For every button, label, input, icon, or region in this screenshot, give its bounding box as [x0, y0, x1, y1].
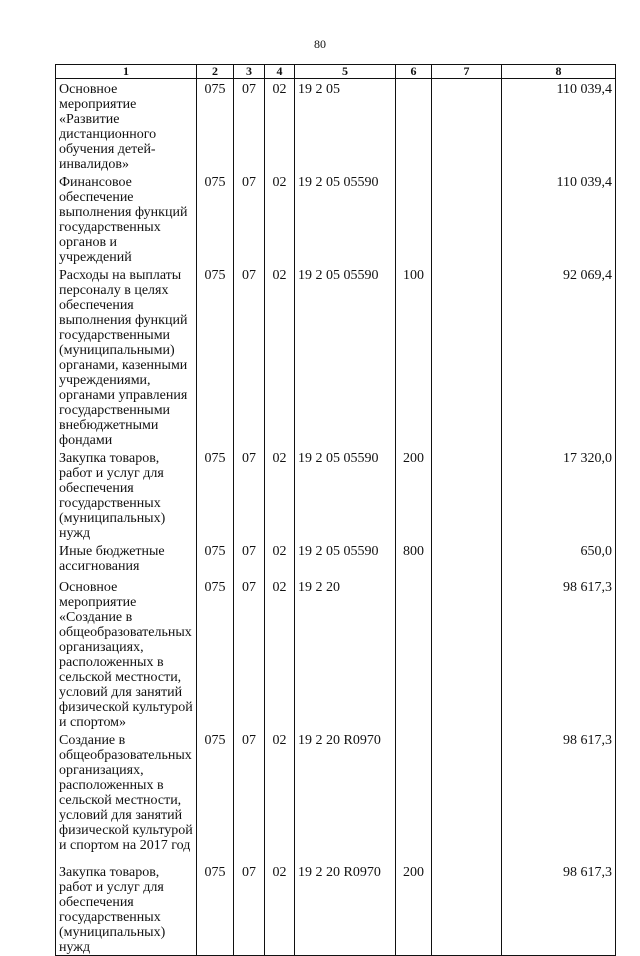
row-amount: 110 039,4: [502, 79, 616, 173]
row-subsection: 02: [265, 79, 295, 173]
row-ministry: 075: [197, 541, 234, 577]
table-row: [56, 862, 616, 956]
row-target-article: 19 2 05 05590: [295, 541, 396, 577]
row-subsection: 02: [265, 730, 295, 862]
table-row: [56, 541, 616, 577]
header-col-5: 5: [295, 65, 396, 79]
row-ministry: 075: [197, 577, 234, 730]
row-amount: 98 617,3: [502, 730, 616, 862]
row-subsection: 02: [265, 265, 295, 448]
table-row: [56, 448, 616, 541]
row-expense-type: [396, 577, 432, 730]
budget-table: [55, 64, 616, 956]
row-expense-type: 200: [396, 448, 432, 541]
row-col-7: [432, 541, 502, 577]
row-section: 07: [234, 172, 265, 265]
header-col-3: 3: [234, 65, 265, 79]
row-amount: 98 617,3: [502, 577, 616, 730]
header-col-2: 2: [197, 65, 234, 79]
row-col-7: [432, 730, 502, 862]
header-col-7: 7: [432, 65, 502, 79]
row-amount: 98 617,3: [502, 862, 616, 956]
row-subsection: 02: [265, 862, 295, 956]
row-amount: 92 069,4: [502, 265, 616, 448]
page-number: 80: [314, 37, 326, 51]
row-target-article: 19 2 05 05590: [295, 172, 396, 265]
row-name: Создание в общеобразовательных организациях, расположенных в сельской местности, условий для занятий физической культурой и спортом на 2017 год: [56, 730, 197, 862]
row-section: 07: [234, 730, 265, 862]
table-row: [56, 577, 616, 730]
row-col-7: [432, 172, 502, 265]
row-target-article: 19 2 20 R0970: [295, 730, 396, 862]
row-amount: 650,0: [502, 541, 616, 577]
row-amount: 17 320,0: [502, 448, 616, 541]
row-col-7: [432, 448, 502, 541]
row-subsection: 02: [265, 577, 295, 730]
row-expense-type: 800: [396, 541, 432, 577]
row-name: Закупка товаров, работ и услуг для обеспечения государственных (муниципальных) нужд: [56, 448, 197, 541]
row-name: Основное мероприятие «Создание в общеобразовательных организациях, расположенных в сельской местности, условий для занятий физической культурой и спортом»: [56, 577, 197, 730]
row-col-7: [432, 79, 502, 173]
row-subsection: 02: [265, 172, 295, 265]
table-row: [56, 265, 616, 448]
row-target-article: 19 2 05 05590: [295, 265, 396, 448]
row-expense-type: [396, 172, 432, 265]
row-target-article: 19 2 05 05590: [295, 448, 396, 541]
row-section: 07: [234, 79, 265, 173]
row-ministry: 075: [197, 172, 234, 265]
row-section: 07: [234, 862, 265, 956]
row-section: 07: [234, 541, 265, 577]
row-name: Расходы на выплаты персоналу в целях обеспечения выполнения функций государственными (муниципальными) органами, казенными учреждениями, органами управления государственными внебюджетными фондами: [56, 265, 197, 448]
row-expense-type: [396, 730, 432, 862]
header-col-4: 4: [265, 65, 295, 79]
row-name: Закупка товаров, работ и услуг для обеспечения государственных (муниципальных) нужд: [56, 862, 197, 956]
row-ministry: 075: [197, 448, 234, 541]
row-section: 07: [234, 448, 265, 541]
row-amount: 110 039,4: [502, 172, 616, 265]
table-row: [56, 730, 616, 862]
row-target-article: 19 2 20 R0970: [295, 862, 396, 956]
table-row: [56, 79, 616, 173]
row-subsection: 02: [265, 541, 295, 577]
row-target-article: 19 2 20: [295, 577, 396, 730]
row-col-7: [432, 577, 502, 730]
table-row: [56, 172, 616, 265]
row-ministry: 075: [197, 265, 234, 448]
row-name: Финансовое обеспечение выполнения функций государственных органов и учреждений: [56, 172, 197, 265]
row-subsection: 02: [265, 448, 295, 541]
row-ministry: 075: [197, 730, 234, 862]
header-col-6: 6: [396, 65, 432, 79]
row-col-7: [432, 265, 502, 448]
header-row: [56, 65, 616, 79]
row-section: 07: [234, 577, 265, 730]
row-target-article: 19 2 05: [295, 79, 396, 173]
header-col-1: 1: [56, 65, 197, 79]
row-name: Основное мероприятие «Развитие дистанционного обучения детей-инвалидов»: [56, 79, 197, 173]
row-col-7: [432, 862, 502, 956]
row-section: 07: [234, 265, 265, 448]
row-ministry: 075: [197, 79, 234, 173]
row-expense-type: [396, 79, 432, 173]
row-name: Иные бюджетные ассигнования: [56, 541, 197, 577]
header-col-8: 8: [502, 65, 616, 79]
row-expense-type: 100: [396, 265, 432, 448]
row-ministry: 075: [197, 862, 234, 956]
row-expense-type: 200: [396, 862, 432, 956]
